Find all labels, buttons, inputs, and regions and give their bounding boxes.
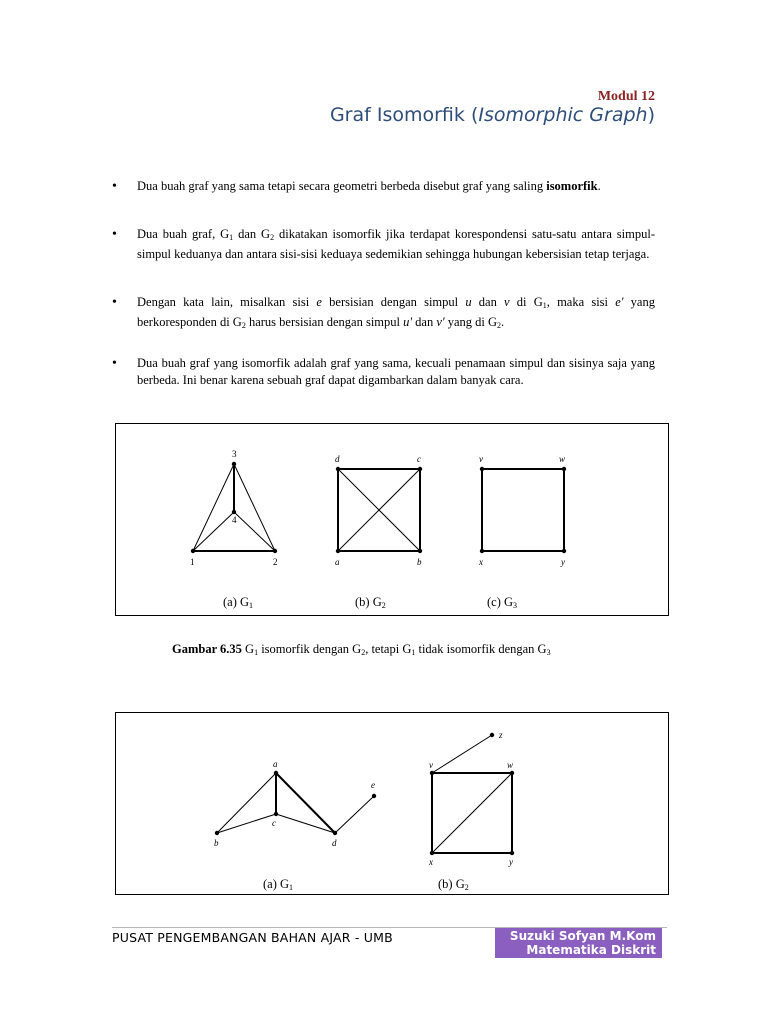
vertex [418,549,422,553]
vertex-label: b [417,557,422,567]
vertex-label: 1 [190,557,195,567]
page-title: Graf Isomorfik (Isomorphic Graph) [329,104,655,126]
vertex-label: d [332,838,337,848]
vertex [430,851,434,855]
vertex-label: x [429,857,433,867]
vertex [510,851,514,855]
vertex-label: y [561,557,565,567]
figure-2-box [115,712,669,895]
graph-g3 [482,469,564,551]
vertex-label: v [479,454,483,464]
graph-g1 [217,773,374,833]
subcaption-g1: (a) G1 [223,595,254,610]
subcaption-g1: (a) G1 [263,877,294,892]
vertex-label: w [507,760,514,770]
vertex-label: v [429,760,433,770]
vertex-label: y [509,857,513,867]
graph-g2 [338,469,420,551]
vertex [333,831,337,835]
bullet-item: • Dua buah graf yang sama tetapi secara geometri berbeda disebut graf yang saling isomorfik. [112,178,655,195]
vertex [274,812,278,816]
vertex [562,549,566,553]
vertex [274,771,278,775]
subcaption-g2: (b) G2 [355,595,386,610]
vertex [418,467,422,471]
vertex [336,467,340,471]
graph-g1 [193,464,275,551]
vertex-label: b [214,838,219,848]
figure-1-box [115,423,669,616]
vertex-label: 3 [232,449,237,459]
module-label: Modul 12 [597,89,655,104]
graph-g2 [432,735,512,853]
figure-2-svg [116,713,668,894]
vertex [480,467,484,471]
bullet-item: • Dua buah graf yang isomorfik adalah graf yang sama, kecuali penamaan simpul dan sisinya saja yang berbeda. Ini benar karena sebuah graf dapat digambarkan dalam banyak cara. [112,355,655,389]
bullet-item: • Dua buah graf, $G_1$ dan $G_2$ dikatakan isomorfik jika terdapat korespondensi satu-satu antara simpul-simpul keduanya dan antara sisi-sisi keduaya sedemikian sehingga hubungan kebersisian tetap terjaga. [112,226,655,263]
vertex-label: e [371,780,375,790]
vertex-label: 4 [232,515,237,525]
footer-author-block [495,928,662,958]
subcaption-g3: (c) G3 [487,595,518,610]
vertex [490,733,494,737]
vertex-label: d [335,454,340,464]
subcaption-g2: (b) G2 [438,877,469,892]
bullet-list [112,178,655,389]
footer-author: Suzuki Sofyan M.Kom [509,929,656,943]
vertex [510,771,514,775]
vertex-label: 2 [273,557,278,567]
bullet-item: • Dengan kata lain, misalkan sisi e bersisian dengan simpul u dan v di $G_1$, maka sisi e' yang berkoresponden di $G_2$ harus bersisian dengan simpul u' dan v' yang di $G_2$. [112,294,655,334]
vertex-label: c [417,454,421,464]
vertex [232,462,236,466]
vertex-label: z [499,730,503,740]
figure-1-svg [116,424,668,615]
vertex [273,549,277,553]
vertex [191,549,195,553]
vertex [430,771,434,775]
vertex [372,794,376,798]
vertex [562,467,566,471]
footer-institution: PUSAT PENGEMBANGAN BAHAN AJAR - UMB [112,930,393,945]
vertex [215,831,219,835]
vertex-label: w [559,454,566,464]
vertex-label: x [479,557,483,567]
vertex [336,549,340,553]
vertex-label: c [272,818,276,828]
vertex-label: a [273,759,278,769]
vertex-label: a [335,557,340,567]
footer-course: Matematika Diskrit [526,943,656,957]
vertex [480,549,484,553]
vertex [232,510,236,514]
figure-caption: Gambar 6.35 $G_1$ isomorfik dengan $G_2$, tetapi $G_1$ tidak isomorfik dengan $G_3$ [172,642,551,657]
